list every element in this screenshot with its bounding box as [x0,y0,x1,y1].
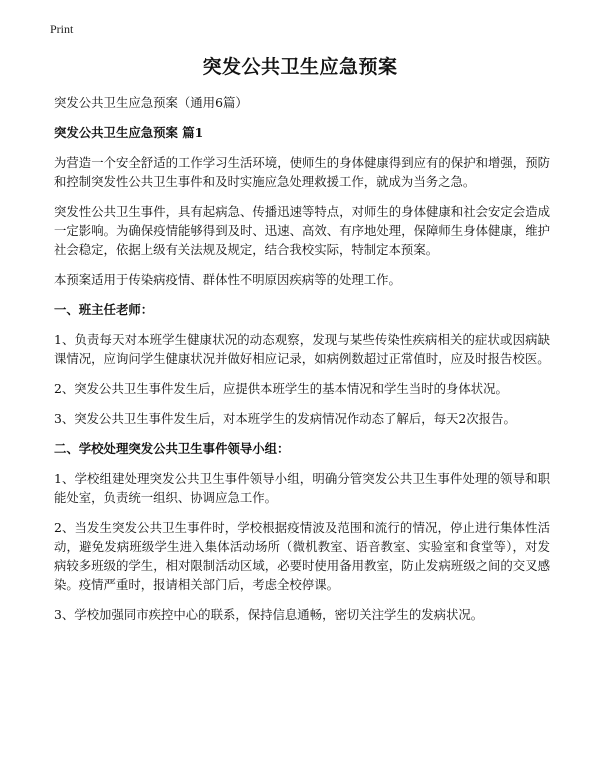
heading-leadership-group: 二、学校处理突发公共卫生事件领导小组： [54,441,290,456]
heading-class-teacher: 一、班主任老师： [54,302,154,317]
print-link[interactable]: Print [50,22,74,36]
document-body [54,93,550,635]
document-subtitle: 突发公共卫生应急预案（通用6篇） [54,95,248,110]
list-item: 2、突发公共卫生事件发生后，应提供本班学生的基本情况和学生当时的身体状况。 [54,381,508,396]
list-item: 3、突发公共卫生事件发生后，对本班学生的发病情况作动态了解后，每天2次报告。 [54,411,516,426]
page-title: 突发公共卫生应急预案 [202,56,398,78]
list-item: 1、负责每天对本班学生健康状况的动态观察，发现与某些传染性疾病相关的症状或因病缺课情况，应询问学生健康状况并做好相应记录，如病例数超过正常值时，应及时报告校医。 [54,332,550,366]
intro-paragraph: 本预案适用于传染病疫情、群体性不明原因疾病等的处理工作。 [54,272,401,287]
list-item: 2、当发生突发公共卫生事件时，学校根据疫情波及范围和流行的情况，停止进行集体性活动，避免发病班级学生进入集体活动场所（微机教室、语音教室、实验室和食堂等），对发病较多班级的学生，相对限制活动区域，必要时使用备用教室，防止发病班级之间的交叉感染。疫情严重时，报请相关部门后，考虑全校停课。 [54,520,550,592]
intro-paragraph: 为营造一个安全舒适的工作学习生活环境，使师生的身体健康得到应有的保护和增强，预防和控制突发性公共卫生事件和及时实施应急处理救援工作，就成为当务之急。 [54,155,550,189]
list-item: 3、学校加强同市疾控中心的联系，保持信息通畅，密切关注学生的发病状况。 [54,607,484,622]
intro-paragraph: 突发性公共卫生事件，具有起病急、传播迅速等特点，对师生的身体健康和社会安定会造成一定影响。为确保疫情能够得到及时、迅速、高效、有序地处理，保障师生身体健康，维护社会稳定，依据上级有关法规及规定，结合我校实际，特制定本预案。 [54,204,550,257]
section-title: 突发公共卫生应急预案 篇1 [54,125,204,140]
list-item: 1、学校组建处理突发公共卫生事件领导小组，明确分管突发公共卫生事件处理的领导和职能处室，负责统一组织、协调应急工作。 [54,471,550,505]
